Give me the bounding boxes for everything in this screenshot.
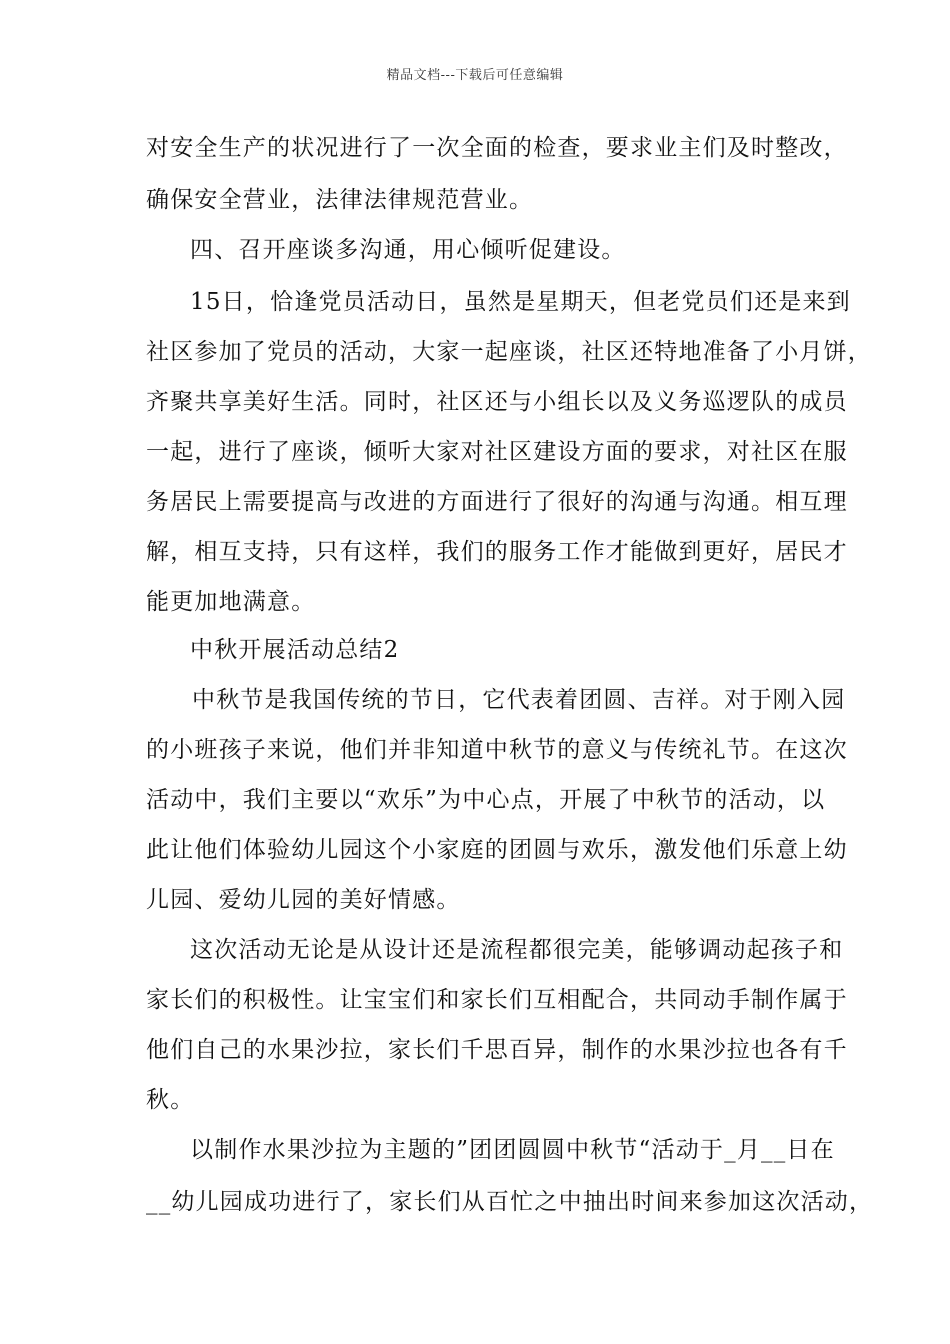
body-line: 这次活动无论是从设计还是流程都很完美，能够调动起孩子和 [190,937,844,963]
section-heading: 四、召开座谈多沟通，用心倾听促建设。 [190,237,626,263]
page-header: 精品文档---下载后可任意编辑 [386,68,564,83]
body-line: 活动中，我们主要以“欢乐”为中心点，开展了中秋节的活动，以 [146,787,826,813]
body-line: 秋。 [146,1087,195,1113]
body-line: 家长们的积极性。让宝宝们和家长们互相配合，共同动手制作属于 [146,987,848,1013]
body-line: 务居民上需要提高与改进的方面进行了很好的沟通与沟通。相互理 [146,489,848,515]
body-line: 齐聚共享美好生活。同时，社区还与小组长以及义务巡逻队的成员 [146,389,848,415]
body-line: 的小班孩子来说，他们并非知道中秋节的意义与传统礼节。在这次 [146,737,848,763]
body-line: 中秋节是我国传统的节日，它代表着团圆、吉祥。对于刚入园 [192,687,846,713]
body-line: 解，相互支持，只有这样，我们的服务工作才能做到更好，居民才 [146,539,848,565]
body-line: 以制作水果沙拉为主题的”团团圆圆中秋节“活动于_月__日在 [190,1137,835,1163]
body-line: 此让他们体验幼儿园这个小家庭的团圆与欢乐，激发他们乐意上幼 [146,837,848,863]
body-line: 一起，进行了座谈，倾听大家对社区建设方面的要求，对社区在服 [146,439,848,465]
body-line: 他们自己的水果沙拉，家长们千思百异，制作的水果沙拉也各有千 [146,1037,848,1063]
body-line: 儿园、爱幼儿园的美好情感。 [146,887,461,913]
body-line: 能更加地满意。 [146,589,316,615]
body-line: 确保安全营业，法律法律规范营业。 [146,187,534,213]
body-line: 社区参加了党员的活动，大家一起座谈，社区还特地准备了小月饼， [146,339,872,365]
body-line: __幼儿园成功进行了，家长们从百忙之中抽出时间来参加这次活动， [146,1189,874,1215]
body-line: 对安全生产的状况进行了一次全面的检查，要求业主们及时整改， [146,135,848,161]
body-line: 15日，恰逢党员活动日，虽然是星期天，但老党员们还是来到 [190,289,851,315]
document-subtitle: 中秋开展活动总结2 [190,637,400,663]
